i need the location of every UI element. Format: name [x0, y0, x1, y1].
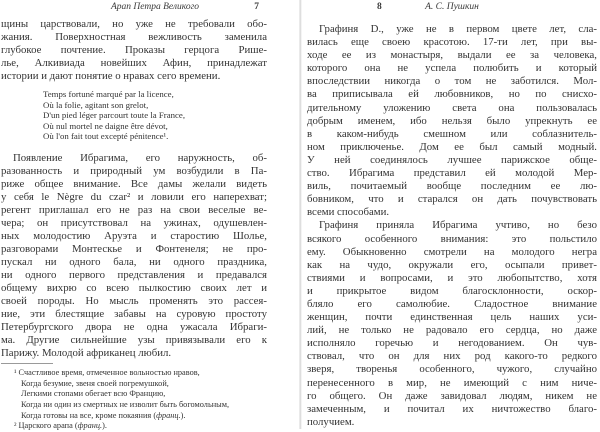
paragraph-countess: [307, 23, 597, 219]
text-line: ние, эти блестящие забавы на суровую простоту: [1, 308, 267, 321]
text-line: Петербургского двора не одна ужасала Ибраги-: [1, 321, 267, 334]
text-line: Temps fortuné marqué par la licence,: [43, 89, 174, 100]
text-line: щины царствовали, но уже не требовали обо-: [1, 18, 267, 30]
text-line: женщин, почти единственная цель наших уси-: [307, 311, 597, 324]
text-line: впоследствии никогда о том не заботился. Мол-: [307, 75, 597, 88]
text-line: исполняло горечью и негодованием. Он чув-: [307, 337, 597, 350]
text-line: ² Царского арапа (франц.).: [14, 421, 107, 431]
footnote-2: [14, 421, 267, 432]
text-line: Когда безумие, звеня своей погремушкой,: [21, 378, 169, 388]
text-line: и прикрытое видом благосклонности, оскор-: [307, 284, 597, 297]
text-line: жания. Поверхностная вежливость заменила: [1, 31, 267, 44]
text-line: виль, почитаемый вообще последним ее лю-: [307, 180, 597, 193]
page-header-left: [1, 2, 267, 15]
text-line: всякого особенного внимания: это польстило: [307, 232, 597, 245]
text-line: замеченным, и почитал их ничтожество благо-: [307, 402, 597, 415]
text-line: D'un pied léger parcourt toute la France,: [43, 110, 186, 121]
page-number-right: 8: [377, 2, 382, 12]
text-line: зверя, творенья особенного, чужого, случайно: [307, 363, 597, 376]
text-line: ствовал, что он для них род какого-то редкого: [307, 350, 597, 363]
text-line: вилась еще своею красотою. 17-ти лет, при вы-: [307, 36, 597, 49]
text-line: ему. Обыкновенно смотрели на молодого негра: [307, 245, 597, 258]
french-verse-block: [43, 89, 267, 141]
text-line: истории и дают понятие о нравах сего времени.: [1, 70, 221, 83]
text-line: разговорами Монтескье и Фонтенеля; не про-: [1, 242, 267, 255]
text-line: Où l'on fait tout excepté pénitence¹.: [43, 131, 169, 142]
text-line: добрым именем, ибо нельзя было упрекнуть ее: [307, 114, 597, 127]
text-line: своей породы. Но мысль променять это рассея-: [1, 295, 267, 308]
page-number-left: 7: [254, 2, 259, 12]
paragraph-continuation: [1, 18, 267, 83]
text-line: лье, Алкивиада новейших Афин, принадлежат: [1, 57, 267, 70]
text-line: риже общее внимание. Все дамы желали видеть: [1, 177, 267, 190]
text-line: получием.: [307, 415, 355, 428]
text-line: которого она не успела полюбить и который: [307, 62, 597, 75]
text-line: Когда ни один из смертных не изволит быть богомольным,: [21, 400, 230, 410]
running-title-right: А. С. Пушкин: [425, 2, 479, 12]
page-header-right: [307, 2, 597, 15]
paragraph-reception: [307, 219, 597, 429]
footnote-separator-rule: [1, 363, 53, 364]
text-line: всеми способами.: [307, 206, 390, 219]
text-line: Графиня приняла Ибрагима учтиво, но безо: [319, 219, 597, 232]
text-line: общему вихрю со всею пылкостию своих лет и: [1, 281, 267, 294]
text-line: ¹ Счастливое время, отмеченное вольностью нравов,: [14, 368, 200, 378]
text-line: Легкими стопами обегает всю Францию,: [21, 389, 166, 399]
text-line: ство. Ибрагима представил ей молодой Мер-: [307, 167, 597, 180]
paragraph-ibragim: [1, 152, 267, 361]
footnote-1: [14, 368, 267, 421]
text-line: Où nul mortel ne daigne être dévot,: [43, 120, 168, 131]
text-line: Парижу. Молодой африканец любил.: [1, 347, 172, 360]
text-line: Когда готовы на все, кроме покаяния (франц.).: [21, 410, 186, 420]
text-line: пускал ни одного бала, ни одного праздника,: [1, 255, 267, 268]
text-line: ва приписывала ей любовников, но по снисхо-: [307, 88, 597, 101]
text-line: го общего. Он даже завидовал людям, никем не: [307, 389, 597, 402]
text-line: У ней соединялось лучшее парижское обще-: [307, 153, 597, 166]
text-line: чера; он присутствовал на ужинах, одушевлен-: [1, 216, 267, 229]
text-line: дительному уложению света она пользовалась: [307, 101, 597, 114]
text-line: Où la folie, agitant son grelot,: [43, 99, 149, 110]
text-line: ни одного первого представления и предавался: [1, 268, 267, 281]
running-title-left: Арап Петра Великого: [110, 2, 200, 12]
text-line: как на чудо, окружали его, осыпали привет-: [307, 258, 597, 271]
book-page-left: [1, 0, 267, 432]
text-line: ходе ее из монастыря, выдали ее за человека,: [307, 49, 597, 62]
text-line: ствиями и вопросами, и это любопытство, хотя: [307, 271, 597, 284]
text-line: глубокое почтение. Проказы герцога Рише-: [1, 44, 267, 57]
text-line: бовником, что и старался он дать почувствовать: [307, 193, 597, 206]
text-line: разованность и природный ум возбудили в Па-: [1, 164, 267, 177]
text-line: Появление Ибрагима, его наружность, об-: [13, 151, 267, 164]
footnotes-block: [1, 368, 267, 432]
text-line: в каком-нибудь смешном или соблазнитель-: [307, 127, 597, 140]
text-line: ных молодостию Аруэта и старостию Шолье,: [1, 229, 267, 242]
text-line: ма. Другие сильнейшие узы привязывали его к: [1, 334, 267, 347]
text-line: лий, не только не радовало его сердца, но даже: [307, 324, 597, 337]
text-line: ном приключенье. Дом ее был самый модный.: [307, 140, 597, 153]
text-line: у себя le Nègre du czar² и ловили его наперехват;: [1, 190, 267, 203]
text-line: бляло его самолюбие. Сладостное внимание: [307, 297, 597, 310]
text-line: регент приглашал его не раз на свои веселые ве-: [1, 203, 267, 216]
book-page-right: [307, 0, 597, 429]
text-line: Графиня D., уже не в первом цвете лет, сла-: [319, 23, 597, 35]
page-gutter-divider: [299, 0, 302, 429]
text-line: перенесенного в мир, не имеющий с ним ниче-: [307, 376, 597, 389]
